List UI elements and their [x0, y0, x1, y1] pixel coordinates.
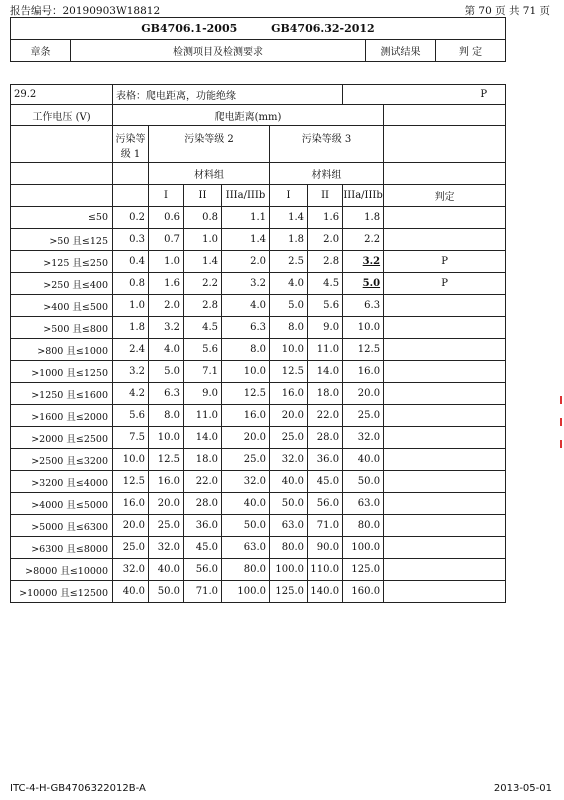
creepage-value: 10.0 — [222, 361, 270, 383]
creepage-value: 1.4 — [222, 229, 270, 251]
row-verdict — [384, 471, 506, 493]
row-verdict: P — [384, 273, 506, 295]
row-verdict — [384, 207, 506, 229]
table-row — [11, 515, 506, 537]
standards-title: GB4706.1-2005 GB4706.32-2012 — [11, 18, 506, 40]
voltage-range: >6300 且≤8000 — [11, 537, 113, 559]
creepage-value: 0.6 — [149, 207, 184, 229]
creepage-value: 3.2 — [343, 251, 384, 273]
report-header-table — [10, 17, 506, 62]
blank-cell — [384, 163, 506, 185]
margin-mark — [560, 440, 562, 448]
requirement-header: 检测项目及检测要求 — [71, 40, 366, 62]
creepage-value: 7.1 — [184, 361, 222, 383]
creepage-value: 6.3 — [343, 295, 384, 317]
creepage-value: 16.0 — [270, 383, 308, 405]
table-row — [11, 471, 506, 493]
creepage-value: 40.0 — [222, 493, 270, 515]
creepage-value: 20.0 — [270, 405, 308, 427]
creepage-value: 32.0 — [270, 449, 308, 471]
table-row — [11, 427, 506, 449]
creepage-value: 63.0 — [270, 515, 308, 537]
creepage-value: 110.0 — [308, 559, 343, 581]
creepage-value: 32.0 — [149, 537, 184, 559]
section-verdict: P — [343, 85, 506, 105]
creepage-value: 11.0 — [308, 339, 343, 361]
section-title: 表格：爬电距离，功能绝缘 — [113, 85, 343, 105]
row-verdict — [384, 581, 506, 603]
creepage-value: 1.6 — [308, 207, 343, 229]
margin-mark — [560, 418, 562, 426]
voltage-range: >5000 且≤6300 — [11, 515, 113, 537]
creepage-value: 20.0 — [222, 427, 270, 449]
creepage-value: 1.0 — [113, 295, 149, 317]
creepage-value: 25.0 — [113, 537, 149, 559]
creepage-value: 8.0 — [270, 317, 308, 339]
creepage-value: 20.0 — [149, 493, 184, 515]
creepage-value: 125.0 — [270, 581, 308, 603]
table-row — [11, 361, 506, 383]
creepage-value: 80.0 — [343, 515, 384, 537]
creepage-value: 12.5 — [270, 361, 308, 383]
creepage-value: 20.0 — [113, 515, 149, 537]
creepage-value: 3.2 — [222, 273, 270, 295]
creepage-value: 5.6 — [113, 405, 149, 427]
creepage-value: 2.0 — [222, 251, 270, 273]
creepage-value: 2.2 — [184, 273, 222, 295]
creepage-value: 0.3 — [113, 229, 149, 251]
group-II: II — [308, 185, 343, 207]
table-row — [11, 449, 506, 471]
footer-date: 2013-05-01 — [493, 783, 552, 794]
creepage-value: 1.0 — [184, 229, 222, 251]
creepage-value: 9.0 — [184, 383, 222, 405]
creepage-value: 22.0 — [308, 405, 343, 427]
creepage-value: 50.0 — [149, 581, 184, 603]
creepage-value: 2.8 — [184, 295, 222, 317]
page-indicator: 第 70 页 共 71 页 — [464, 5, 550, 17]
group-I: I — [270, 185, 308, 207]
creepage-value: 25.0 — [343, 405, 384, 427]
creepage-value: 100.0 — [270, 559, 308, 581]
creepage-value: 71.0 — [308, 515, 343, 537]
creepage-value: 16.0 — [113, 493, 149, 515]
row-verdict — [384, 405, 506, 427]
creepage-value: 40.0 — [149, 559, 184, 581]
creepage-value: 4.0 — [149, 339, 184, 361]
creepage-value: 2.8 — [308, 251, 343, 273]
voltage-range: >800 且≤1000 — [11, 339, 113, 361]
creepage-value: 25.0 — [270, 427, 308, 449]
group-II: II — [184, 185, 222, 207]
table-row — [11, 207, 506, 229]
creepage-value: 8.0 — [222, 339, 270, 361]
creepage-value: 50.0 — [343, 471, 384, 493]
creepage-value: 18.0 — [184, 449, 222, 471]
row-verdict — [384, 361, 506, 383]
creepage-value: 5.0 — [149, 361, 184, 383]
group-IIIa-IIIb: IIIa/IIIb — [222, 185, 270, 207]
creepage-value: 32.0 — [222, 471, 270, 493]
creepage-value: 28.0 — [308, 427, 343, 449]
creepage-value: 12.5 — [222, 383, 270, 405]
creepage-value: 10.0 — [149, 427, 184, 449]
creepage-value: 12.5 — [113, 471, 149, 493]
voltage-range: >3200 且≤4000 — [11, 471, 113, 493]
voltage-range: >50 且≤125 — [11, 229, 113, 251]
row-verdict — [384, 449, 506, 471]
voltage-range: >125 且≤250 — [11, 251, 113, 273]
voltage-range: >1000 且≤1250 — [11, 361, 113, 383]
creepage-value: 4.2 — [113, 383, 149, 405]
table-row — [11, 493, 506, 515]
creepage-value: 50.0 — [270, 493, 308, 515]
creepage-value: 6.3 — [222, 317, 270, 339]
creepage-value: 100.0 — [343, 537, 384, 559]
creepage-value: 63.0 — [343, 493, 384, 515]
creepage-value: 56.0 — [308, 493, 343, 515]
voltage-range: >250 且≤400 — [11, 273, 113, 295]
pollution-degree-3: 污染等级 3 — [270, 126, 384, 163]
creepage-value: 2.4 — [113, 339, 149, 361]
creepage-value: 3.2 — [113, 361, 149, 383]
creepage-value: 3.2 — [149, 317, 184, 339]
creepage-value: 0.4 — [113, 251, 149, 273]
creepage-value: 12.5 — [149, 449, 184, 471]
creepage-value: 14.0 — [184, 427, 222, 449]
creepage-value: 16.0 — [343, 361, 384, 383]
blank-cell — [113, 163, 149, 185]
material-group-2: 材料组 — [149, 163, 270, 185]
voltage-range: ≤50 — [11, 207, 113, 229]
row-verdict — [384, 515, 506, 537]
creepage-value: 1.4 — [184, 251, 222, 273]
creepage-value: 140.0 — [308, 581, 343, 603]
voltage-range: >2500 且≤3200 — [11, 449, 113, 471]
group-IIIa-IIIb: IIIa/IIIb — [343, 185, 384, 207]
voltage-range: >8000 且≤10000 — [11, 559, 113, 581]
creepage-value: 45.0 — [308, 471, 343, 493]
creepage-value: 0.2 — [113, 207, 149, 229]
creepage-value: 4.0 — [222, 295, 270, 317]
creepage-value: 22.0 — [184, 471, 222, 493]
creepage-value: 10.0 — [343, 317, 384, 339]
creepage-value: 0.8 — [113, 273, 149, 295]
table-row — [11, 339, 506, 361]
creepage-value: 2.5 — [270, 251, 308, 273]
report-number: 报告编号：20190903W18812 — [10, 5, 161, 17]
blank-cell — [384, 126, 506, 163]
creepage-value: 63.0 — [222, 537, 270, 559]
creepage-value: 0.7 — [149, 229, 184, 251]
creepage-value: 4.5 — [308, 273, 343, 295]
creepage-value: 160.0 — [343, 581, 384, 603]
blank-cell — [11, 126, 113, 163]
table-row — [11, 251, 506, 273]
voltage-range: >10000 且≤12500 — [11, 581, 113, 603]
creepage-value: 14.0 — [308, 361, 343, 383]
creepage-value: 5.6 — [308, 295, 343, 317]
verdict-header: 判 定 — [436, 40, 506, 62]
creepage-value: 5.6 — [184, 339, 222, 361]
creepage-value: 36.0 — [308, 449, 343, 471]
creepage-value: 90.0 — [308, 537, 343, 559]
table-row — [11, 295, 506, 317]
creepage-value: 1.6 — [149, 273, 184, 295]
creepage-value: 1.1 — [222, 207, 270, 229]
creepage-value: 8.0 — [149, 405, 184, 427]
creepage-value: 1.8 — [343, 207, 384, 229]
blank-cell — [113, 185, 149, 207]
creepage-value: 1.8 — [270, 229, 308, 251]
creepage-value: 20.0 — [343, 383, 384, 405]
row-verdict — [384, 493, 506, 515]
creepage-value: 12.5 — [343, 339, 384, 361]
creepage-value: 6.3 — [149, 383, 184, 405]
creepage-value: 40.0 — [113, 581, 149, 603]
creepage-value: 16.0 — [222, 405, 270, 427]
table-row — [11, 383, 506, 405]
creepage-value: 1.8 — [113, 317, 149, 339]
clause-header: 章条 — [11, 40, 71, 62]
creepage-value: 5.0 — [270, 295, 308, 317]
creepage-value: 71.0 — [184, 581, 222, 603]
material-group-3: 材料组 — [270, 163, 384, 185]
creepage-value: 80.0 — [270, 537, 308, 559]
row-verdict — [384, 317, 506, 339]
creepage-value: 10.0 — [270, 339, 308, 361]
pollution-degree-2: 污染等级 2 — [149, 126, 270, 163]
pollution-degree-1: 污染等级 1 — [113, 126, 149, 163]
verdict-column-header: 判定 — [384, 185, 506, 207]
footer-form-code: ITC-4-H-GB4706322012B-A — [10, 783, 146, 794]
row-verdict — [384, 295, 506, 317]
creepage-value: 125.0 — [343, 559, 384, 581]
group-I: I — [149, 185, 184, 207]
table-row — [11, 581, 506, 603]
creepage-distance-table — [10, 84, 506, 603]
creepage-value: 28.0 — [184, 493, 222, 515]
creepage-value: 32.0 — [343, 427, 384, 449]
creepage-header: 爬电距离(mm) — [113, 105, 384, 126]
table-row — [11, 317, 506, 339]
creepage-value: 11.0 — [184, 405, 222, 427]
creepage-value: 32.0 — [113, 559, 149, 581]
voltage-range: >2000 且≤2500 — [11, 427, 113, 449]
table-row — [11, 559, 506, 581]
table-body — [11, 207, 506, 603]
row-verdict — [384, 559, 506, 581]
table-row — [11, 229, 506, 251]
row-verdict — [384, 339, 506, 361]
creepage-value: 2.2 — [343, 229, 384, 251]
row-verdict — [384, 427, 506, 449]
creepage-value: 10.0 — [113, 449, 149, 471]
creepage-value: 45.0 — [184, 537, 222, 559]
row-verdict — [384, 229, 506, 251]
creepage-value: 40.0 — [270, 471, 308, 493]
creepage-value: 25.0 — [149, 515, 184, 537]
voltage-range: >500 且≤800 — [11, 317, 113, 339]
voltage-header: 工作电压 (V) — [11, 105, 113, 126]
creepage-value: 50.0 — [222, 515, 270, 537]
result-header: 测试结果 — [366, 40, 436, 62]
voltage-range: >400 且≤500 — [11, 295, 113, 317]
creepage-value: 5.0 — [343, 273, 384, 295]
creepage-value: 36.0 — [184, 515, 222, 537]
table-row — [11, 537, 506, 559]
row-verdict: P — [384, 251, 506, 273]
creepage-value: 80.0 — [222, 559, 270, 581]
voltage-range: >1250 且≤1600 — [11, 383, 113, 405]
blank-cell — [11, 163, 113, 185]
creepage-value: 25.0 — [222, 449, 270, 471]
table-row — [11, 273, 506, 295]
voltage-range: >4000 且≤5000 — [11, 493, 113, 515]
creepage-value: 2.0 — [149, 295, 184, 317]
creepage-value: 56.0 — [184, 559, 222, 581]
creepage-value: 4.5 — [184, 317, 222, 339]
creepage-value: 18.0 — [308, 383, 343, 405]
creepage-value: 2.0 — [308, 229, 343, 251]
creepage-value: 40.0 — [343, 449, 384, 471]
table-row — [11, 405, 506, 427]
section-clause: 29.2 — [11, 85, 113, 105]
creepage-value: 0.8 — [184, 207, 222, 229]
creepage-value: 9.0 — [308, 317, 343, 339]
creepage-value: 16.0 — [149, 471, 184, 493]
creepage-value: 1.0 — [149, 251, 184, 273]
creepage-value: 100.0 — [222, 581, 270, 603]
margin-mark — [560, 396, 562, 404]
row-verdict — [384, 383, 506, 405]
voltage-range: >1600 且≤2000 — [11, 405, 113, 427]
row-verdict — [384, 537, 506, 559]
blank-cell — [11, 185, 113, 207]
creepage-value: 1.4 — [270, 207, 308, 229]
creepage-value: 7.5 — [113, 427, 149, 449]
blank-cell — [384, 105, 506, 126]
creepage-value: 4.0 — [270, 273, 308, 295]
